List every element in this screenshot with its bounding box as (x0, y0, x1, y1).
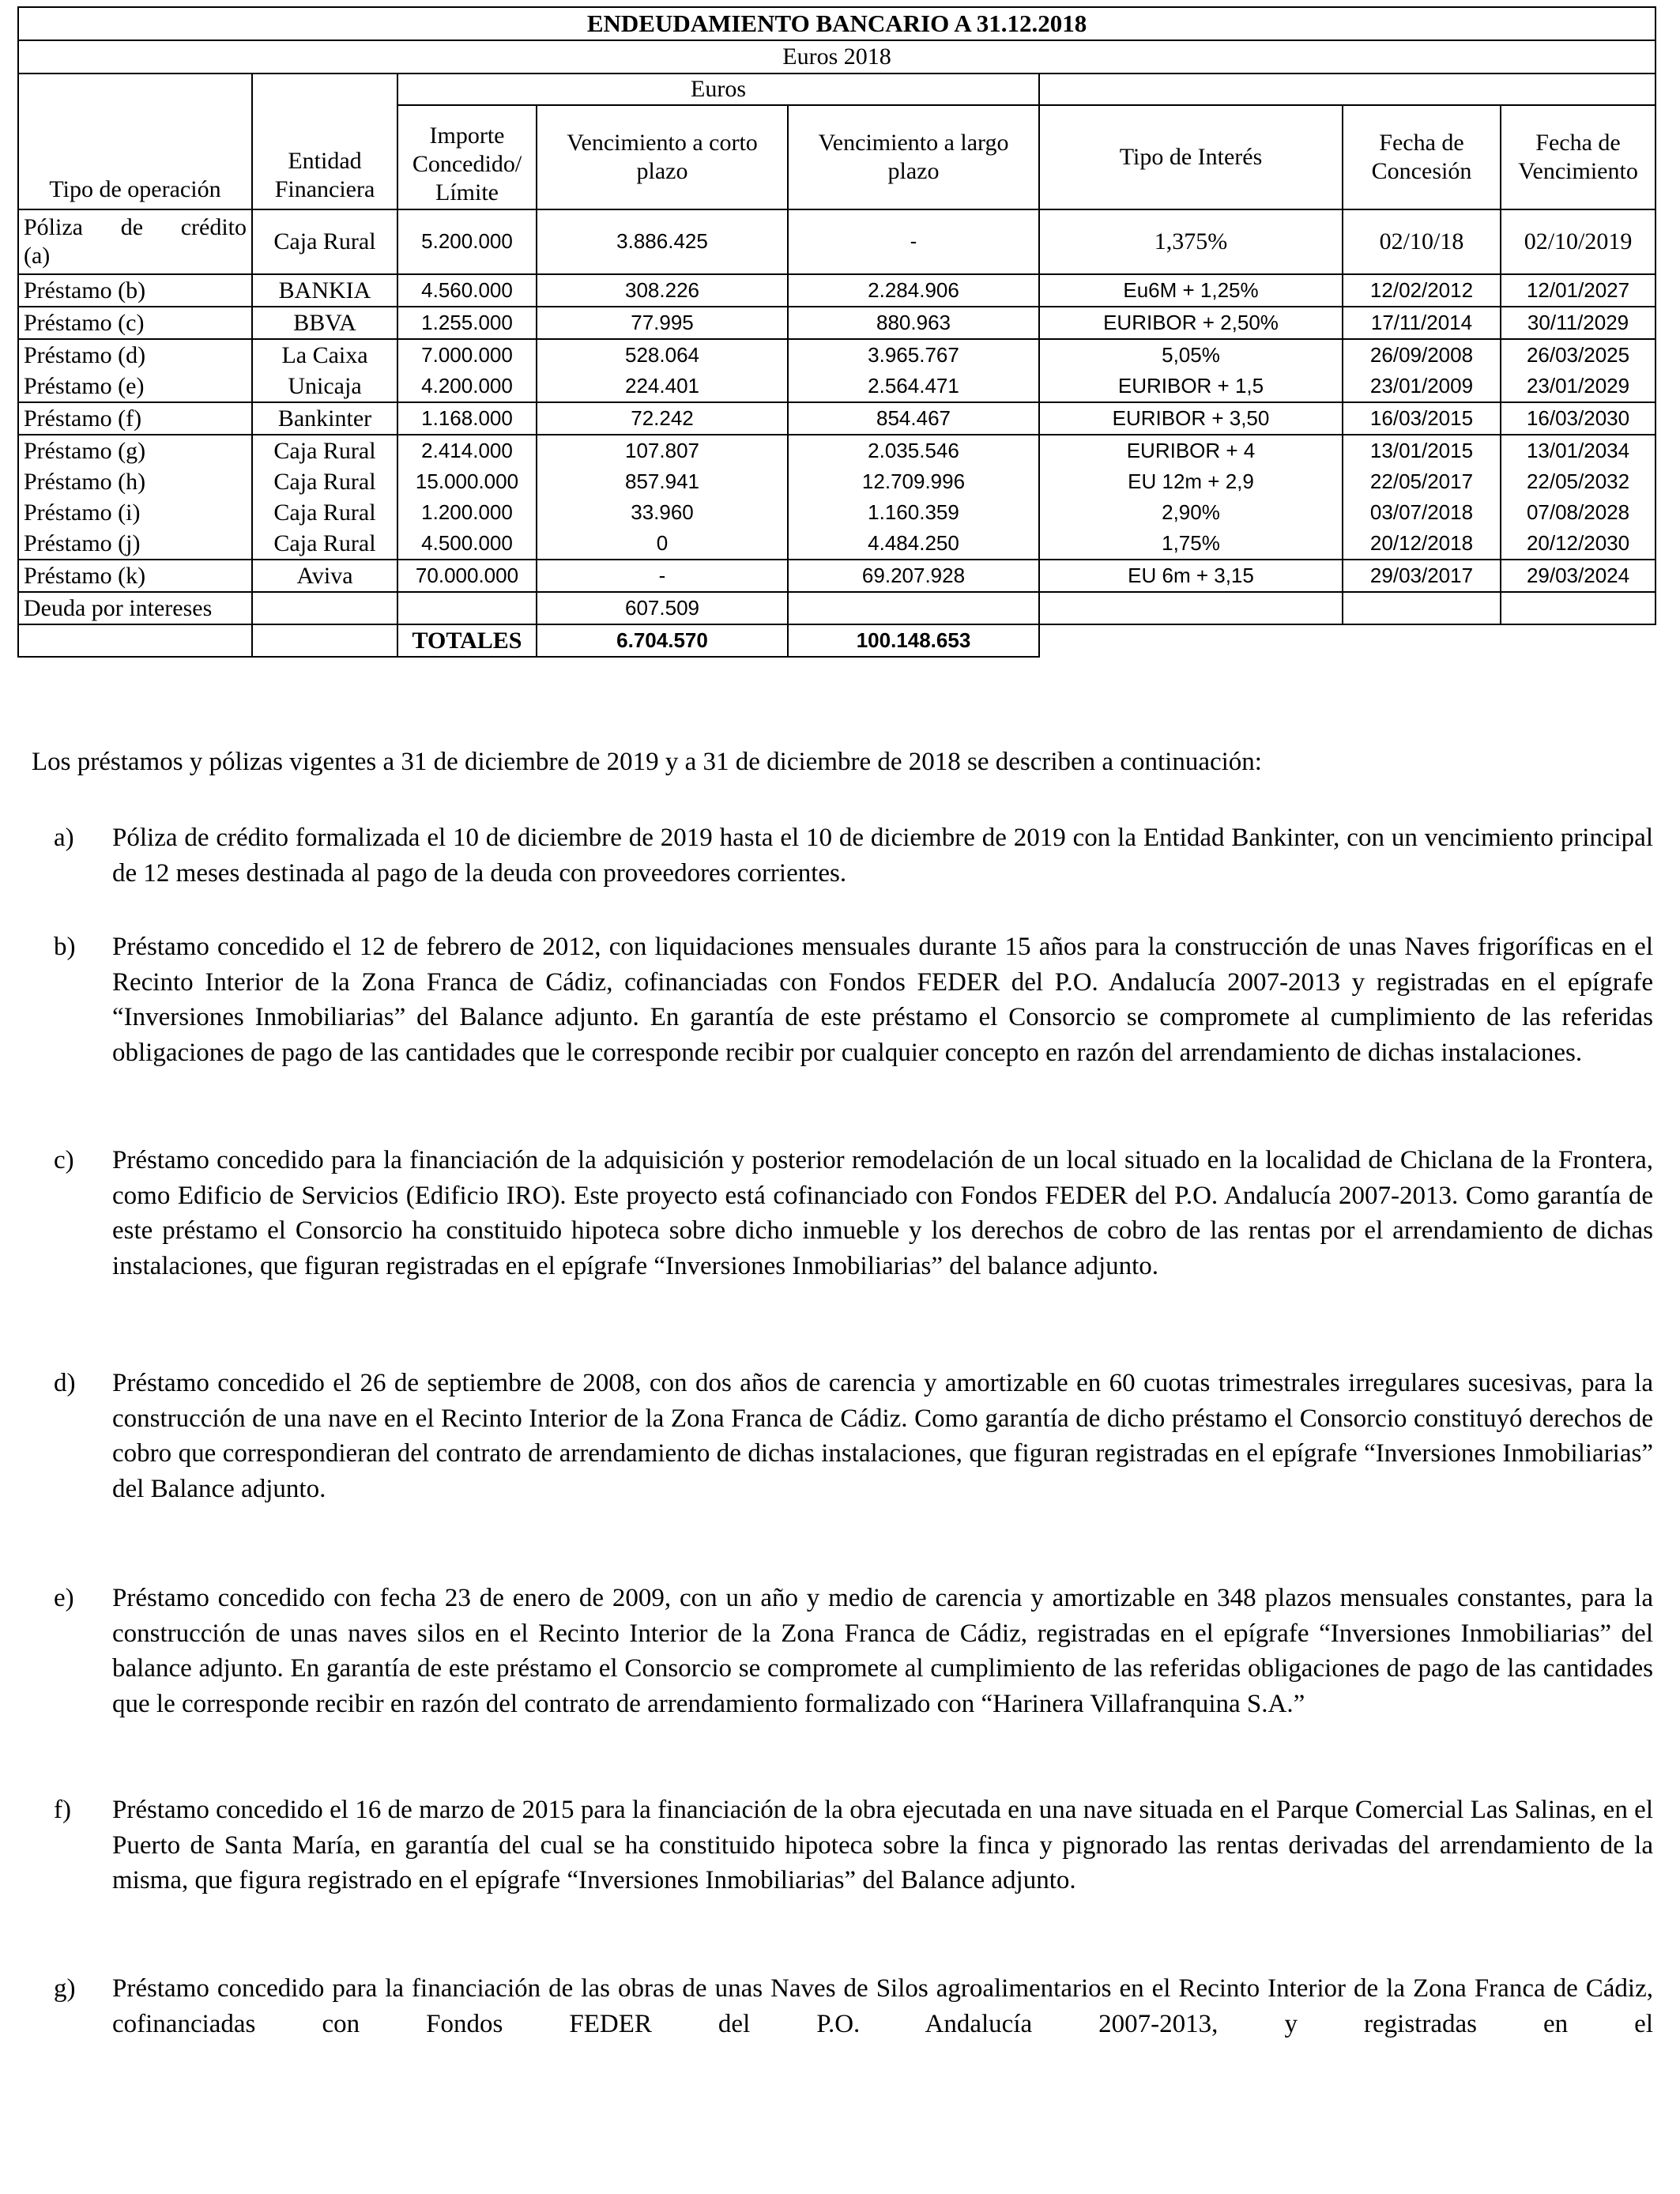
cell-importe: 70.000.000 (397, 560, 537, 592)
cell-tipo: Préstamo (h) (18, 466, 252, 497)
cell-entidad (252, 592, 397, 624)
table-row (18, 497, 1656, 528)
cell-interes: EURIBOR + 1,5 (1039, 371, 1343, 402)
cell-importe: 4.500.000 (397, 528, 537, 560)
cell-largo: - (788, 209, 1039, 274)
cell-interes: 1,375% (1039, 209, 1343, 274)
cell-largo: 880.963 (788, 307, 1039, 339)
cell-blank (1343, 624, 1501, 657)
cell-vencimiento: 12/01/2027 (1501, 274, 1656, 307)
cell-corto: 107.807 (537, 435, 788, 466)
cell-importe: 4.200.000 (397, 371, 537, 402)
cell-concesion: 23/01/2009 (1343, 371, 1501, 402)
table-row (18, 466, 1656, 497)
cell-concesion: 02/10/18 (1343, 209, 1501, 274)
col-entidad-financiera: Entidad Financiera (252, 74, 397, 209)
cell-importe: 7.000.000 (397, 339, 537, 371)
cell-corto: 3.886.425 (537, 209, 788, 274)
cell-interes: 2,90% (1039, 497, 1343, 528)
cell-entidad: Caja Rural (252, 497, 397, 528)
cell-importe (397, 592, 537, 624)
list-item-text: Póliza de crédito formalizada el 10 de diciembre de 2019 hasta el 10 de diciembre de 2019 con la Entidad Bankinter, con un vencimiento principal de 12 meses destinada al pago de la deuda con proveedores corrientes. (112, 824, 1653, 888)
cell-tipo: Préstamo (g) (18, 435, 252, 466)
cell-concesion: 22/05/2017 (1343, 466, 1501, 497)
cell-blank (1501, 624, 1656, 657)
table-row (18, 209, 1656, 274)
cell-largo: 69.207.928 (788, 560, 1039, 592)
cell-corto: 224.401 (537, 371, 788, 402)
cell-concesion: 12/02/2012 (1343, 274, 1501, 307)
bank-debt-table (17, 6, 1656, 658)
list-item-text: Préstamo concedido el 16 de marzo de 2015 para la financiación de la obra ejecutada en una nave situada en el Parque Comercial Las Salinas, en el Puerto de Santa María, en garantía del cual se ha constituido hipoteca sobre la finca y pignorado las rentas derivadas del arrendamiento de la misma, que figura registrado en el epígrafe “Inversiones Inmobiliarias” del Balance adjunto. (112, 1796, 1653, 1894)
col-importe-concedido: Importe Concedido/ Límite (397, 105, 537, 209)
table-row (18, 371, 1656, 402)
cell-concesion: 13/01/2015 (1343, 435, 1501, 466)
totals-row (18, 624, 1656, 657)
list-item-text: Préstamo concedido el 26 de septiembre de 2008, con dos años de carencia y amortizable en 60 cuotas trimestrales irregulares sucesivas, para la construcción de una nave en el Recinto Interior de la Zona Franca de Cádiz. Como garantía de dicho préstamo el Consorcio constituyó derechos de cobro que correspondieran del contrato de arrendamiento de dichas instalaciones, que figuran registradas en el epígrafe “Inversiones Inmobiliarias” del Balance adjunto. (112, 1369, 1653, 1503)
cell-tipo: Préstamo (c) (18, 307, 252, 339)
cell-entidad: BANKIA (252, 274, 397, 307)
cell-entidad: Caja Rural (252, 466, 397, 497)
euros-header: Euros (397, 74, 1039, 105)
list-marker: f) (54, 1796, 71, 1824)
intro-paragraph: Los préstamos y pólizas vigentes a 31 de diciembre de 2019 y a 31 de diciembre de 2018 se describen a continuación: (32, 748, 1262, 776)
cell-corto: 857.941 (537, 466, 788, 497)
cell-entidad: Bankinter (252, 402, 397, 435)
cell-entidad: Caja Rural (252, 209, 397, 274)
table-row (18, 528, 1656, 560)
cell-blank (252, 624, 397, 657)
cell-largo: 4.484.250 (788, 528, 1039, 560)
cell-interes: Eu6M + 1,25% (1039, 274, 1343, 307)
col-fecha-vencimiento: Fecha de Vencimiento (1501, 105, 1656, 209)
cell-vencimiento: 13/01/2034 (1501, 435, 1656, 466)
cell-vencimiento: 26/03/2025 (1501, 339, 1656, 371)
cell-concesion (1343, 592, 1501, 624)
list-marker: a) (54, 824, 74, 852)
cell-vencimiento: 23/01/2029 (1501, 371, 1656, 402)
cell-corto: 308.226 (537, 274, 788, 307)
list-marker: d) (54, 1369, 76, 1397)
cell-vencimiento: 02/10/2019 (1501, 209, 1656, 274)
cell-importe: 1.255.000 (397, 307, 537, 339)
cell-importe: 4.560.000 (397, 274, 537, 307)
table-row (18, 435, 1656, 466)
cell-entidad: La Caixa (252, 339, 397, 371)
cell-corto: 72.242 (537, 402, 788, 435)
col-tipo-operacion: Tipo de operación (18, 74, 252, 209)
totals-largo: 100.148.653 (788, 624, 1039, 657)
col-vencimiento-corto: Vencimiento a corto plazo (537, 105, 788, 209)
cell-importe: 15.000.000 (397, 466, 537, 497)
cell-tipo: Póliza de crédito (a) (18, 209, 252, 274)
table-row (18, 402, 1656, 435)
cell-interes: EU 12m + 2,9 (1039, 466, 1343, 497)
cell-corto: 77.995 (537, 307, 788, 339)
cell-corto: - (537, 560, 788, 592)
cell-concesion: 03/07/2018 (1343, 497, 1501, 528)
cell-largo: 2.035.546 (788, 435, 1039, 466)
cell-tipo: Préstamo (j) (18, 528, 252, 560)
cell-interes: 1,75% (1039, 528, 1343, 560)
cell-interes: EU 6m + 3,15 (1039, 560, 1343, 592)
cell-tipo: Préstamo (b) (18, 274, 252, 307)
cell-entidad: Aviva (252, 560, 397, 592)
cell-blank (18, 624, 252, 657)
cell-largo: 1.160.359 (788, 497, 1039, 528)
cell-entidad: Unicaja (252, 371, 397, 402)
cell-concesion: 17/11/2014 (1343, 307, 1501, 339)
cell-largo: 12.709.996 (788, 466, 1039, 497)
cell-importe: 1.200.000 (397, 497, 537, 528)
cell-largo: 2.564.471 (788, 371, 1039, 402)
cell-blank (1039, 624, 1343, 657)
cell-vencimiento: 20/12/2030 (1501, 528, 1656, 560)
cell-interes: 5,05% (1039, 339, 1343, 371)
cell-interes: EURIBOR + 4 (1039, 435, 1343, 466)
table-row (18, 339, 1656, 371)
list-marker: e) (54, 1584, 74, 1612)
list-item-text: Préstamo concedido con fecha 23 de enero de 2009, con un año y medio de carencia y amortizable en 348 plazos mensuales constantes, para la construcción de unas naves silos en el Recinto Interior de la Zona Franca de Cádiz, registradas en el epígrafe “Inversiones Inmobiliarias” del balance adjunto. En garantía de este préstamo el Consorcio se compromete al cumplimiento de las referidas obligaciones de pago de las cantidades que le corresponde recibir en razón del contrato de arrendamiento formalizado con “Harinera Villafranquina S.A.” (112, 1584, 1653, 1718)
list-item-text: Préstamo concedido el 12 de febrero de 2012, con liquidaciones mensuales durante 15 años para la construcción de unas Naves frigoríficas en el Recinto Interior de la Zona Franca de Cádiz, cofinanciadas con Fondos FEDER del P.O. Andalucía 2007-2013 y registradas en el epígrafe “Inversiones Inmobiliarias” del Balance adjunto. En garantía de este préstamo el Consorcio se compromete al cumplimiento de las referidas obligaciones de pago de las cantidades que le corresponde recibir por cualquier concepto en razón del arrendamiento de dichas instalaciones. (112, 933, 1653, 1067)
cell-corto: 528.064 (537, 339, 788, 371)
cell-largo: 854.467 (788, 402, 1039, 435)
cell-interes (1039, 592, 1343, 624)
list-item-text: Préstamo concedido para la financiación de las obras de unas Naves de Silos agroalimentarios en el Recinto Interior de la Zona Franca de Cádiz, cofinanciadas con Fondos FEDER del P.O. Andalucía 2007-2013, y registradas en el (112, 1974, 1653, 2038)
cell-tipo: Préstamo (i) (18, 497, 252, 528)
cell-vencimiento: 16/03/2030 (1501, 402, 1656, 435)
cell-entidad: BBVA (252, 307, 397, 339)
cell-interes: EURIBOR + 3,50 (1039, 402, 1343, 435)
cell-vencimiento: 07/08/2028 (1501, 497, 1656, 528)
col-vencimiento-largo: Vencimiento a largo plazo (788, 105, 1039, 209)
cell-concesion: 20/12/2018 (1343, 528, 1501, 560)
cell-importe: 5.200.000 (397, 209, 537, 274)
list-marker: c) (54, 1146, 74, 1174)
table-row (18, 560, 1656, 592)
cell-largo (788, 592, 1039, 624)
table-title: ENDEUDAMIENTO BANCARIO A 31.12.2018 (18, 7, 1656, 40)
cell-importe: 1.168.000 (397, 402, 537, 435)
cell-corto: 0 (537, 528, 788, 560)
cell-vencimiento: 30/11/2029 (1501, 307, 1656, 339)
cell-concesion: 26/09/2008 (1343, 339, 1501, 371)
table-row (18, 307, 1656, 339)
totals-corto: 6.704.570 (537, 624, 788, 657)
list-marker: b) (54, 933, 76, 961)
cell-vencimiento: 22/05/2032 (1501, 466, 1656, 497)
cell-concesion: 29/03/2017 (1343, 560, 1501, 592)
cell-tipo: Préstamo (d) (18, 339, 252, 371)
list-item-text: Préstamo concedido para la financiación de la adquisición y posterior remodelación de un local situado en la localidad de Chiclana de la Frontera, como Edificio de Servicios (Edificio IRO). Este proyecto está cofinanciado con Fondos FEDER del P.O. Andalucía 2007-2013. Como garantía de este préstamo el Consorcio ha constituido hipoteca sobre dicho inmueble y los derechos de cobro de las rentas por el arrendamiento de dichas instalaciones, que figuran registradas en el epígrafe “Inversiones Inmobiliarias” del balance adjunto. (112, 1146, 1653, 1280)
list-marker: g) (54, 1974, 76, 2003)
col-fecha-concesion: Fecha de Concesión (1343, 105, 1501, 209)
cell-tipo: Préstamo (k) (18, 560, 252, 592)
cell-tipo: Préstamo (f) (18, 402, 252, 435)
cell-corto: 607.509 (537, 592, 788, 624)
cell-corto: 33.960 (537, 497, 788, 528)
cell-concesion: 16/03/2015 (1343, 402, 1501, 435)
year-header: Euros 2018 (18, 40, 1656, 74)
euros-header-blank (1039, 74, 1656, 105)
cell-largo: 2.284.906 (788, 274, 1039, 307)
cell-interes: EURIBOR + 2,50% (1039, 307, 1343, 339)
cell-vencimiento: 29/03/2024 (1501, 560, 1656, 592)
cell-vencimiento (1501, 592, 1656, 624)
totals-label: TOTALES (397, 624, 537, 657)
cell-tipo: Deuda por intereses (18, 592, 252, 624)
col-tipo-interes: Tipo de Interés (1039, 105, 1343, 209)
table-row (18, 274, 1656, 307)
cell-tipo: Préstamo (e) (18, 371, 252, 402)
cell-entidad: Caja Rural (252, 528, 397, 560)
table-row (18, 592, 1656, 624)
cell-largo: 3.965.767 (788, 339, 1039, 371)
cell-importe: 2.414.000 (397, 435, 537, 466)
cell-entidad: Caja Rural (252, 435, 397, 466)
